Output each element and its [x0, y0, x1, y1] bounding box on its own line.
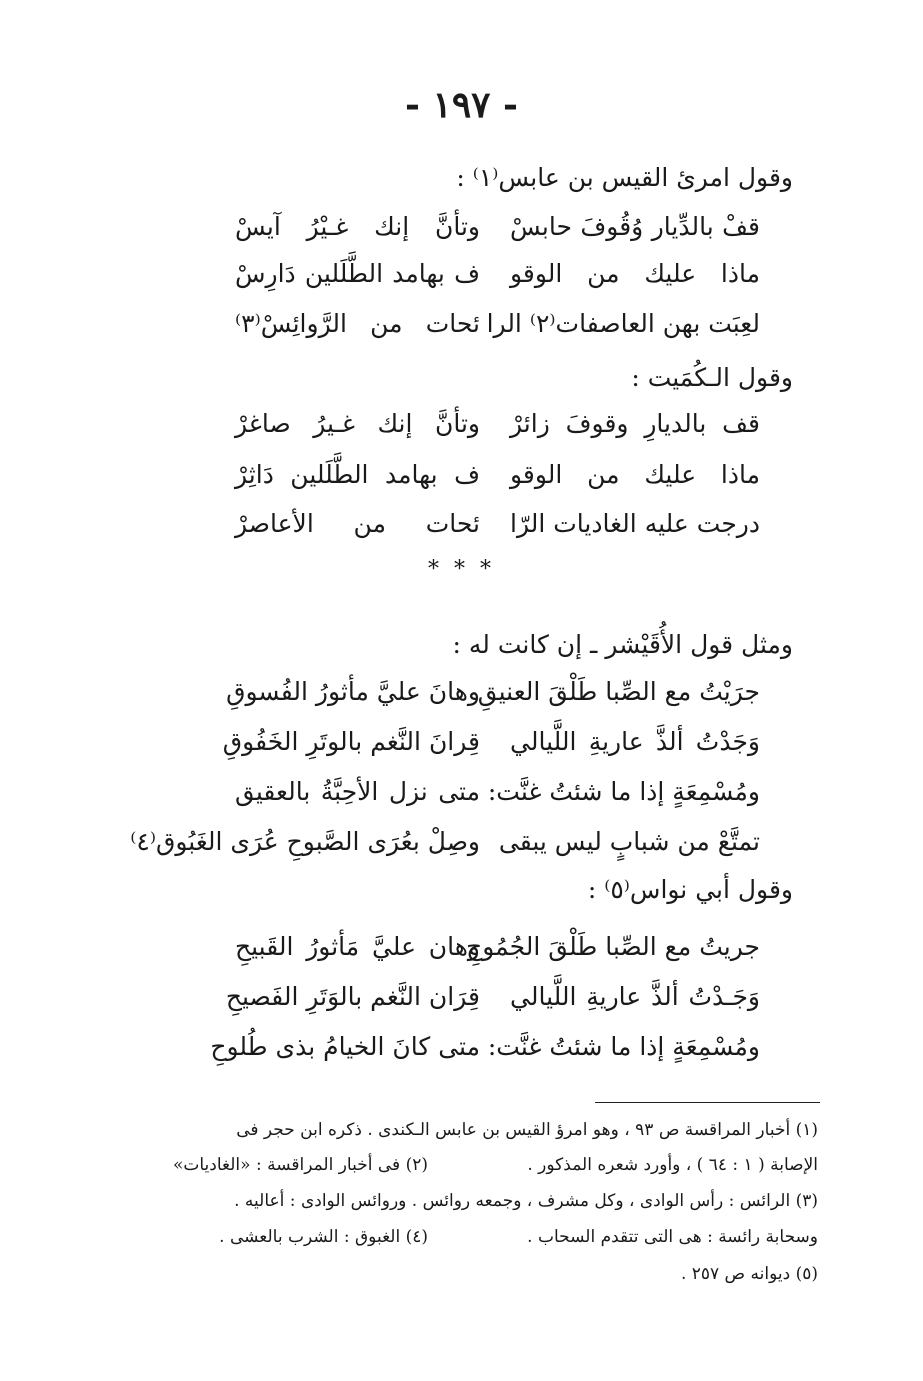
hemistich-left: وتأنَّ إنك غـيرُ صاغرْ	[235, 409, 480, 438]
hemistich-left: متى نزل الأحِبَّةُ بالعقيق	[235, 777, 480, 806]
poem-2-verse-1	[150, 400, 760, 448]
poem-3-verse-1	[150, 668, 760, 716]
poem-2-verse-2	[150, 451, 760, 499]
hemistich-left: وهانَ عليَّ مأثورُ الفُسوقِ	[226, 677, 480, 706]
footnote-1-2-line	[103, 1150, 818, 1180]
intro-al-kumayt: وقول الـكُمَيت :	[631, 363, 793, 392]
hemistich-left: ئحات من الأعاصرْ	[235, 509, 480, 538]
page-number: - ١٩٧ -	[405, 84, 518, 126]
hemistich-right: جريتُ مع الصِّبا طَلْقَ الجُمُوحِ	[466, 932, 760, 961]
footnote-1-line-2: الإصابة ( ١ : ٦٤ ) ، وأورد شعره المذكور .	[527, 1155, 818, 1175]
hemistich-right: قف بالديارِ وقوفَ زائرْ	[510, 409, 760, 438]
poem-3-verse-2	[150, 718, 760, 766]
hemistich-left: قِرانَ النَّغم بالوتَرِ الخَفُوقِ	[222, 727, 480, 756]
hemistich-left: ئحات من الرَّوائِسْ⁽٣⁾	[235, 309, 480, 338]
hemistich-right: درجت عليه الغاديات الرّا	[510, 509, 760, 538]
poem-4-verse-1	[150, 923, 760, 971]
hemistich-right: ماذا عليك من الوقو	[510, 259, 760, 288]
hemistich-right: جرَيْتُ مع الصِّبا طَلْقَ العنيقِ	[477, 677, 760, 706]
intro-imru-al-qays-ibn-abis: وقول امرئ القيس بن عابس⁽١⁾ :	[456, 163, 793, 192]
hemistich-right: وَجَـدْتُ ألذَّ عاريةِ اللَّيالي	[510, 982, 760, 1011]
intro-al-uqayshir: ومثل قول الأُقَيْشر ـ إن كانت له :	[452, 630, 793, 659]
hemistich-left: وهان عليَّ مَأثورُ القَبيحِ	[235, 932, 480, 961]
hemistich-right: ماذا عليك من الوقو	[510, 460, 760, 489]
poem-1-verse-3	[150, 300, 760, 348]
poem-1-verse-2	[150, 250, 760, 298]
footnote-4: (٤) الغبوق : الشرب بالعشى .	[219, 1227, 428, 1247]
hemistich-right: تمتَّعْ من شبابٍ ليس يبقى	[498, 827, 760, 856]
hemistich-left: ف بهامد الطَّلَلين دَارِسْ	[235, 259, 480, 288]
footnote-3-line-2: وسحابة رائسة : هى التى تتقدم السحاب .	[527, 1227, 818, 1247]
poem-4-verse-3	[150, 1023, 760, 1071]
section-separator: * * *	[428, 557, 495, 582]
footnote-separator-rule	[595, 1102, 820, 1103]
hemistich-left: قِرَان النَّغم بالوَتَرِ الفَصيحِ	[225, 982, 480, 1011]
hemistich-right: ومُسْمِعَةٍ إذا ما شئتُ غنَّت:	[487, 1032, 760, 1061]
hemistich-right: قفْ بالدِّيار وُقُوفَ حابسْ	[510, 212, 760, 241]
poem-4-verse-2	[150, 973, 760, 1021]
footnote-2: (٢) فى أخبار المراقسة : «الغاديات»	[172, 1155, 428, 1175]
hemistich-left: متى كانَ الخيامُ بذى طُلوحِ	[210, 1032, 480, 1061]
hemistich-left: ف بهامد الطَّلَلين دَاثِرْ	[235, 460, 480, 489]
footnote-1-line-1: (١) أخبار المراقسة ص ٩٣ ، وهو امرؤ القيس بن عابس الـكندى . ذكره ابن حجر فى	[236, 1120, 818, 1140]
intro-abu-nuwas: وقول أبي نواس⁽٥⁾ :	[587, 875, 793, 904]
hemistich-right: وَجَدْتُ ألذَّ عاريةِ اللَّيالي	[510, 727, 760, 756]
hemistich-right: ومُسْمِعَةٍ إذا ما شئتُ غنَّت:	[487, 777, 760, 806]
hemistich-right: لعِبَت بهن العاصفات⁽٢⁾ الرا	[486, 309, 760, 338]
hemistich-left: وصِلْ بعُرَى الصَّبوحِ عُرَى الغَبُوق⁽٤⁾	[130, 827, 480, 856]
footnote-3-line-1: (٣) الرائس : رأس الوادى ، وكل مشرف ، وجمعه روائس . وروائس الوادى : أعاليه .	[234, 1191, 818, 1211]
hemistich-left: وتأنَّ إنك غـيْرُ آيسْ	[235, 212, 480, 241]
poem-3-verse-3	[150, 768, 760, 816]
poem-1-verse-1	[150, 203, 760, 251]
poem-2-verse-3	[150, 500, 760, 548]
footnote-3-4-line	[103, 1222, 818, 1252]
poem-3-verse-4	[130, 818, 760, 866]
footnote-5: (٥) ديوانه ص ٢٥٧ .	[680, 1264, 818, 1284]
